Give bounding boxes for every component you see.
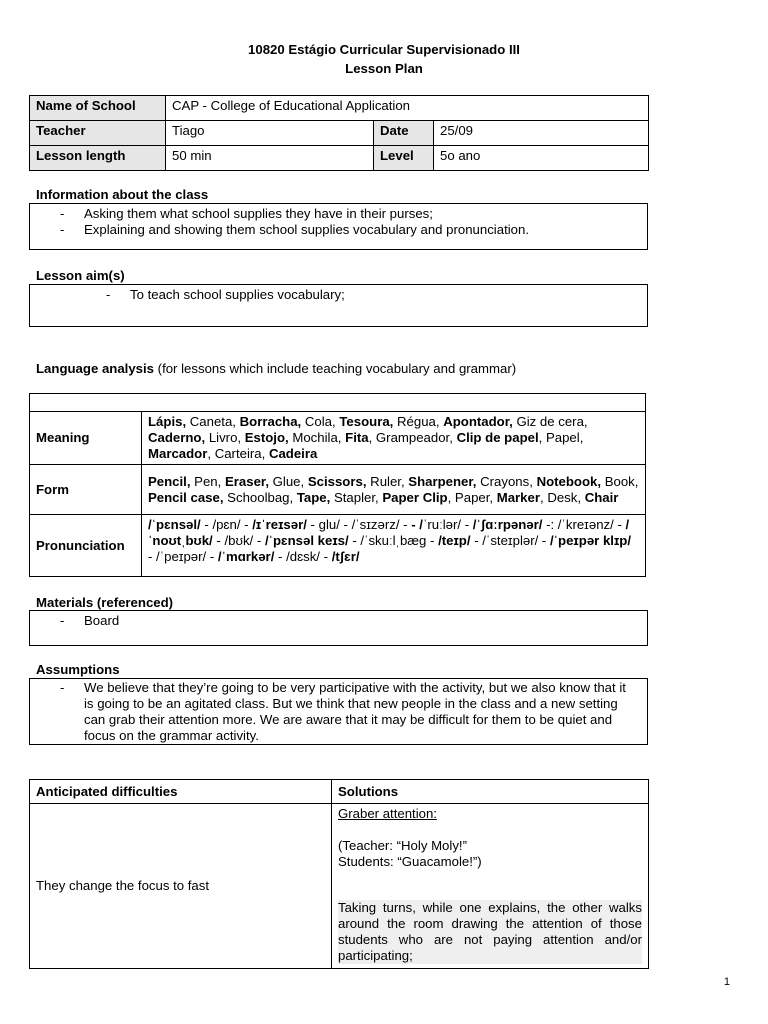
materials-box [29, 610, 648, 646]
materials-heading: Materials (referenced) [36, 595, 174, 610]
form-word: Stapler, [330, 489, 383, 505]
meaning-word: Mochila, [288, 430, 346, 445]
date-label: Date [374, 121, 434, 146]
meaning-word: Borracha, [239, 414, 302, 429]
meaning-word: Caneta, [186, 414, 240, 429]
meaning-word: Caderno, [148, 430, 206, 445]
meaning-cell [142, 412, 646, 465]
language-analysis-table [29, 393, 646, 577]
meaning-word: Livro, [205, 430, 245, 445]
teacher-line: (Teacher: “Holy Moly!” [338, 838, 467, 853]
form-word: Pen, [190, 473, 225, 489]
assumptions-box [29, 678, 648, 745]
meaning-word: Apontador, [443, 414, 513, 429]
language-analysis-subheading: (for lessons which include teaching vocabulary and grammar) [157, 361, 517, 376]
pronunciation-word: - /ˈskuːlˌbæg - [348, 533, 439, 548]
difficulties-table [29, 779, 649, 969]
solution-cell [332, 804, 649, 969]
meaning-word: Cadeira [268, 446, 318, 461]
form-word: Glue, [268, 473, 308, 489]
pronunciation-word: /ˈpeɪpər klɪp/ [549, 533, 632, 548]
form-word: Book, [601, 473, 639, 489]
pronunciation-word: - /ˈpeɪpər/ - [148, 549, 218, 564]
pronunciation-word: /ˈmɑrkər/ [217, 549, 275, 564]
pronunciation-word: /ˈpɛnsəl/ [148, 517, 201, 532]
pronunciation-word: -: /ˈkreɪənz/ - [542, 517, 626, 532]
level-label: Level [374, 146, 434, 171]
pronunciation-word: ˈruːlər/ - [422, 517, 473, 532]
difficulties-header: Anticipated difficulties [30, 780, 332, 804]
pronunciation-cell [142, 515, 646, 577]
meaning-word: Lápis, [148, 414, 187, 429]
meaning-word: Estojo, [244, 430, 289, 445]
school-label: Name of School [30, 96, 166, 121]
meaning-word: Tesoura, [339, 414, 394, 429]
length-value: 50 min [166, 146, 374, 171]
pronunciation-word: - /bʊk/ - [212, 533, 265, 548]
list-item: - To teach school supplies vocabulary; [106, 287, 345, 302]
form-word: Pencil, [148, 473, 191, 489]
list-item: - Explaining and showing them school supplies vocabulary and pronunciation. [60, 222, 529, 237]
form-word: Pencil case, [148, 489, 224, 505]
solutions-header: Solutions [332, 780, 649, 804]
form-word: Notebook, [536, 473, 602, 489]
school-value: CAP - College of Educational Application [166, 96, 649, 121]
pronunciation-label: Pronunciation [30, 515, 142, 577]
lesson-aims-box [29, 284, 648, 327]
meaning-word: Fita [345, 430, 369, 445]
form-cell [142, 465, 646, 515]
meaning-word: Marcador [148, 446, 208, 461]
students-line: Students: “Guacamole!”) [338, 854, 482, 869]
assumptions-heading: Assumptions [36, 662, 120, 677]
teacher-value: Tiago [166, 121, 374, 146]
form-word: Schoolbag, [223, 489, 297, 505]
pronunciation-word: - /ˈsteɪplər/ - [470, 533, 550, 548]
meaning-word: , Papel, [538, 430, 584, 445]
form-word: Eraser, [224, 473, 269, 489]
turns-text: Taking turns, while one explains, the other walks around the room drawing the attention of those students who are not paying attention and/or participating; [338, 900, 642, 963]
pronunciation-word: /ˈnoʊtˌbʊk/ [148, 517, 630, 548]
form-word: Chair [584, 489, 619, 505]
meaning-word: Giz de cera, [512, 414, 588, 429]
pronunciation-word: - / [411, 517, 423, 532]
form-label: Form [30, 465, 142, 515]
difficulty-cell: They change the focus to fast [30, 804, 332, 969]
list-item: - We believe that they’re going to be very participative with the activity, but we also know that it is going to be an agitated class. But we think that new people in the class and a new setting can grab their attention more. We are aware that it may be difficult for them to be quiet and focus on the grammar activity. [60, 680, 626, 743]
form-word: Ruler, [366, 473, 409, 489]
meaning-word: , Carteira, [207, 446, 269, 461]
info-table [29, 95, 649, 171]
course-title: 10820 Estágio Curricular Supervisionado III [248, 42, 520, 57]
class-info-heading: Information about the class [36, 187, 209, 202]
date-value: 25/09 [434, 121, 649, 146]
form-word: Tape, [296, 489, 331, 505]
pronunciation-word: - /pɛn/ - [200, 517, 253, 532]
pronunciation-word: /ˈpɛnsəl keɪs/ [264, 533, 349, 548]
pronunciation-word: /ɪˈreɪsər/ [252, 517, 307, 532]
meaning-label: Meaning [30, 412, 142, 465]
form-word: Scissors, [307, 473, 367, 489]
level-value: 5o ano [434, 146, 649, 171]
form-word: Marker [496, 489, 540, 505]
length-label: Lesson length [30, 146, 166, 171]
meaning-word: , Grampeador, [368, 430, 457, 445]
solution-title: Graber attention: [338, 806, 437, 821]
form-word: , Desk, [540, 489, 585, 505]
form-word: Sharpener, [408, 473, 477, 489]
doc-title: Lesson Plan [345, 61, 423, 76]
teacher-label: Teacher [30, 121, 166, 146]
meaning-word: Régua, [393, 414, 444, 429]
pronunciation-word: /tʃɛr/ [331, 549, 360, 564]
pronunciation-word: - glu/ - /ˈsɪzərz/ - [306, 517, 412, 532]
class-info-box [29, 203, 648, 250]
language-analysis-heading: Language analysis (for lessons which include teaching vocabulary and grammar) [36, 361, 517, 376]
lesson-aims-heading: Lesson aim(s) [36, 268, 125, 283]
form-word: , Paper, [447, 489, 497, 505]
list-item: - Asking them what school supplies they have in their purses; [60, 206, 433, 221]
pronunciation-word: - /dɛsk/ - [274, 549, 332, 564]
page-number: 1 [723, 976, 730, 988]
pronunciation-word: /teɪp/ [438, 533, 471, 548]
list-item: - Board [60, 613, 120, 628]
pronunciation-word: /ˈʃɑːrpənər/ [472, 517, 543, 532]
form-word: Crayons, [476, 473, 537, 489]
form-word: Paper Clip [382, 489, 448, 505]
meaning-word: Clip de papel [456, 430, 539, 445]
meaning-word: Cola, [301, 414, 340, 429]
